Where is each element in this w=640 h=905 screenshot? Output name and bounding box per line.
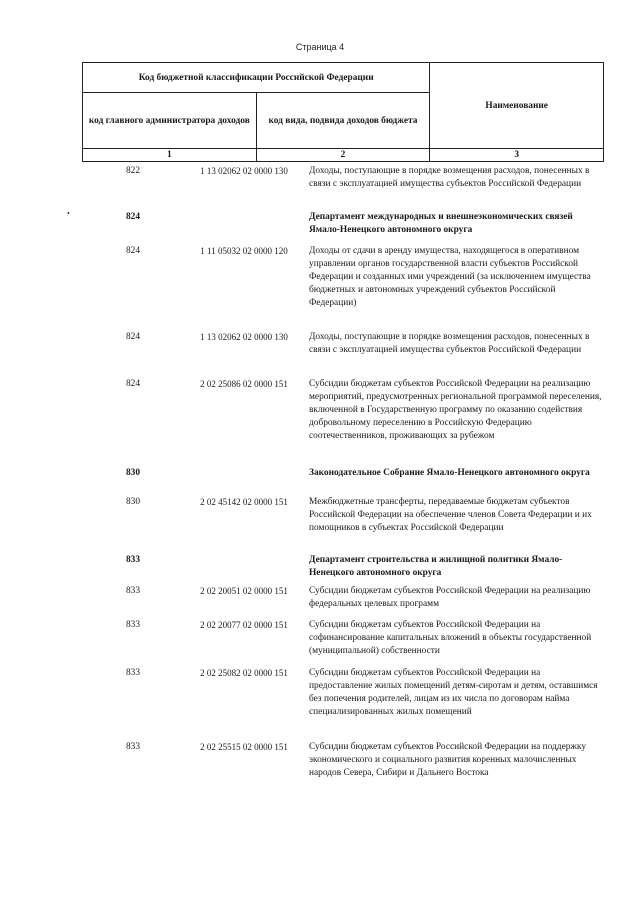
table-row bbox=[82, 619, 604, 667]
table-header bbox=[82, 62, 604, 162]
admin-code: 833 bbox=[125, 555, 141, 565]
table-row bbox=[82, 667, 604, 741]
income-code bbox=[184, 554, 304, 585]
income-name: Доходы от сдачи в аренду имущества, находящегося в оперативном управлении органов государственной власти субъектов Российской Федерации и созданных ими учреждений (за исключением имущества бюджетных и автономных учреждений субъектов Российской Федерации) bbox=[309, 246, 591, 308]
income-code: 2 02 45142 02 0000 151 bbox=[200, 497, 288, 507]
department-row bbox=[82, 467, 604, 496]
admin-code: 830 bbox=[125, 468, 141, 478]
table-row bbox=[82, 741, 604, 789]
income-name: Субсидии бюджетам субъектов Российской Федерации на реализацию федеральных целевых программ bbox=[309, 586, 591, 609]
income-name: Межбюджетные трансферты, передаваемые бюджетам субъектов Российской Федерации на обеспечение членов Совета Федерации и их помощников в субъектах Российской Федерации bbox=[309, 497, 592, 533]
admin-code: 833 bbox=[125, 586, 141, 596]
table-row bbox=[82, 331, 604, 378]
stray-mark: • bbox=[67, 209, 70, 218]
income-name: Доходы, поступающие в порядке возмещения расходов, понесенных в связи с эксплуатацией имущества субъектов Российской Федерации bbox=[309, 332, 590, 355]
header-num-1: 1 bbox=[83, 149, 257, 162]
income-code: 1 13 02062 02 0000 130 bbox=[200, 166, 288, 176]
income-codes-table bbox=[82, 165, 604, 789]
income-name: Субсидии бюджетам субъектов Российской Федерации на предоставление жилых помещений детям-сиротам и детям, оставшимся без попечения родителей, лицам из их числа по договорам найма специализированных жилых помещений bbox=[309, 668, 598, 717]
table-row bbox=[82, 378, 604, 467]
income-code: 2 02 25082 02 0000 151 bbox=[200, 668, 288, 678]
header-col-admin: код главного администратора доходов bbox=[83, 93, 257, 149]
table-row bbox=[82, 245, 604, 331]
admin-code: 833 bbox=[125, 742, 141, 752]
income-code bbox=[184, 467, 304, 496]
income-code: 2 02 20051 02 0000 151 bbox=[200, 586, 288, 596]
table-row bbox=[82, 585, 604, 619]
department-name: Департамент строительства и жилищной политики Ямало-Ненецкого автономного округа bbox=[309, 555, 563, 578]
header-group-title: Код бюджетной классификации Российской Федерации bbox=[83, 63, 430, 93]
header-col-name: Наименование bbox=[430, 63, 604, 149]
admin-code: 824 bbox=[125, 332, 141, 342]
header-num-3: 3 bbox=[430, 149, 604, 162]
admin-code: 833 bbox=[125, 620, 141, 630]
admin-code: 833 bbox=[125, 668, 141, 678]
admin-code: 830 bbox=[125, 497, 141, 507]
admin-code: 824 bbox=[125, 212, 141, 222]
income-code: 1 11 05032 02 0000 120 bbox=[200, 246, 288, 256]
income-name: Субсидии бюджетам субъектов Российской Федерации на поддержку экономического и социального развития коренных малочисленных народов Севера, Сибири и Дальнего Востока bbox=[309, 742, 587, 778]
income-code: 2 02 20077 02 0000 151 bbox=[200, 620, 288, 630]
income-code: 2 02 25515 02 0000 151 bbox=[200, 742, 288, 752]
department-name: Департамент международных и внешнеэкономических связей Ямало-Ненецкого автономного округа bbox=[309, 212, 573, 235]
admin-code: 824 bbox=[125, 246, 141, 256]
department-row bbox=[82, 211, 604, 245]
table-row bbox=[82, 496, 604, 554]
header-num-2: 2 bbox=[256, 149, 430, 162]
income-code: 1 13 02062 02 0000 130 bbox=[200, 332, 288, 342]
header-col-code: код вида, подвида доходов бюджета bbox=[256, 93, 430, 149]
income-code: 2 02 25086 02 0000 151 bbox=[200, 379, 288, 389]
income-name: Субсидии бюджетам субъектов Российской Федерации на реализацию мероприятий, предусмотренных региональной программой переселения, включенной в Государственную программу по оказанию содействия добровольному переселению в Российскую Федерацию соотечественников, проживающих за рубежом bbox=[309, 379, 602, 441]
income-code bbox=[184, 211, 304, 245]
income-name: Доходы, поступающие в порядке возмещения расходов, понесенных в связи с эксплуатацией имущества субъектов Российской Федерации bbox=[309, 166, 590, 189]
page-number-label: Страница 4 bbox=[295, 42, 345, 52]
department-name: Законодательное Собрание Ямало-Ненецкого автономного округа bbox=[309, 468, 590, 478]
table-row bbox=[82, 165, 604, 211]
admin-code: 824 bbox=[125, 379, 141, 389]
income-name: Субсидии бюджетам субъектов Российской Федерации на софинансирование капитальных вложений в объекты государственной (муниципальной) собственности bbox=[309, 620, 592, 656]
admin-code: 822 bbox=[125, 166, 141, 176]
department-row bbox=[82, 554, 604, 585]
